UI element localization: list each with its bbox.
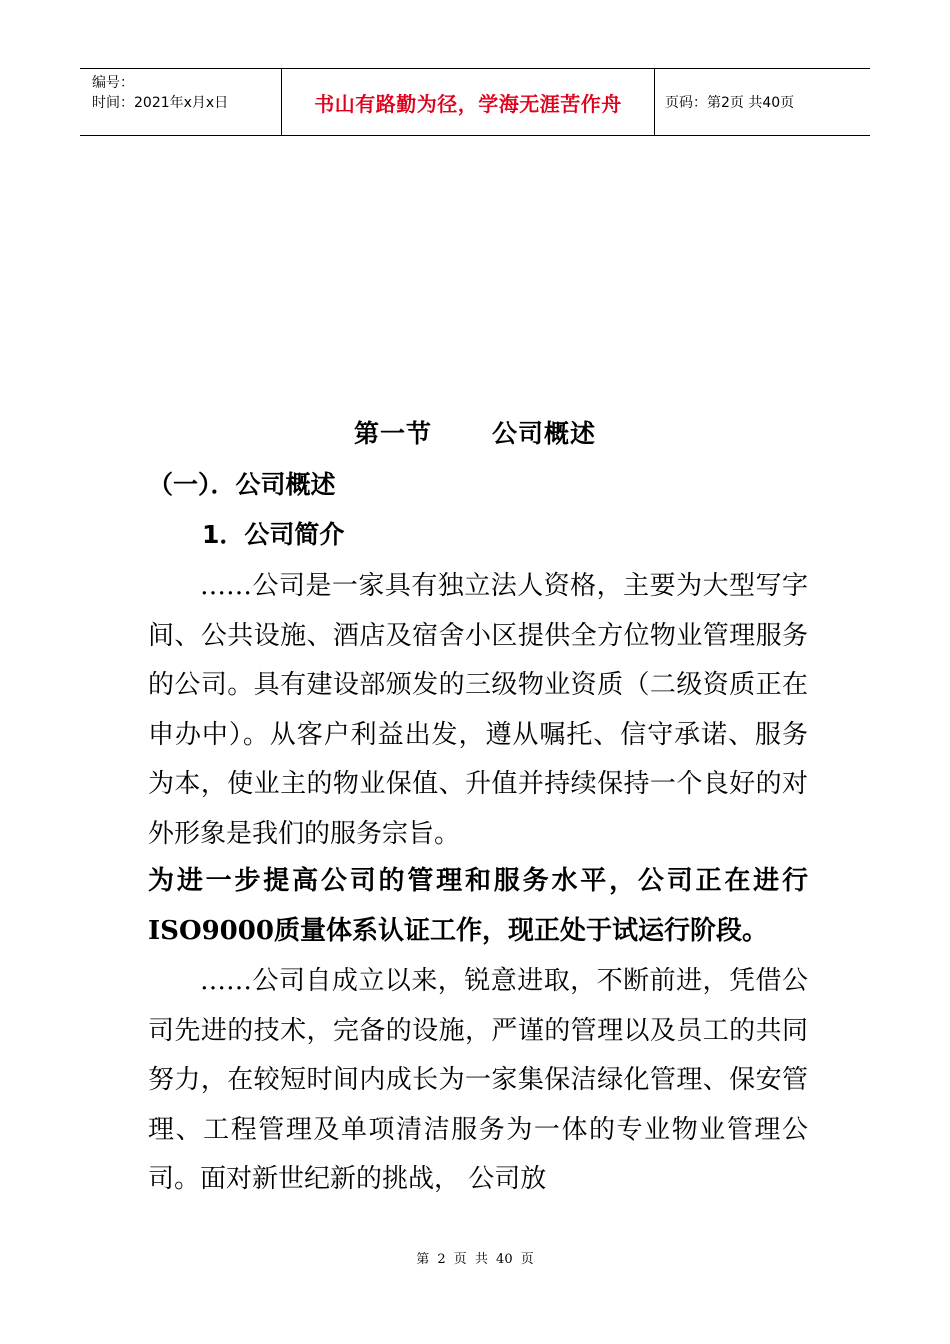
paragraph-iso-certification: 为进一步提高公司的管理和服务水平，公司正在进行ISO9000质量体系认证工作，现正处于试运行阶段。 bbox=[148, 866, 808, 946]
heading-level-1: （一）．公司概述 bbox=[148, 470, 336, 499]
document-time-label: 时间：2021年x月x日 bbox=[92, 95, 229, 111]
header-motto-cell bbox=[282, 69, 655, 135]
paragraph-company-profile: ……公司是一家具有独立法人资格，主要为大型写字间、公共设施、酒店及宿舍小区提供全方位物业管理服务的公司。具有建设部颁发的三级物业资质（二级资质正在申办中）。从客户利益出发，遵从嘱托、信守承诺、服务为本，使业主的物业保值、升值并持续保持一个良好的对外形象是我们的服务宗旨。 bbox=[148, 571, 808, 849]
header-motto: 书山有路勤为径，学海无涯苦作舟 bbox=[314, 91, 622, 116]
section-title bbox=[0, 414, 950, 450]
header-page-cell bbox=[655, 69, 870, 135]
document-header bbox=[80, 68, 870, 136]
section-title-text: 公司概述 bbox=[492, 419, 597, 448]
document-number-label: 编号： bbox=[92, 75, 134, 91]
heading-level-2: 1．公司简介 bbox=[202, 520, 345, 549]
page-footer: 第 2 页 共 40 页 bbox=[416, 1252, 534, 1267]
paragraph-company-growth: ……公司自成立以来，锐意进取，不断前进，凭借公司先进的技术，完备的设施，严谨的管理以及员工的共同努力，在较短时间内成长为一家集保洁绿化管理、保安管理、工程管理及单项清洁服务为一体的专业物业管理公司。面对新世纪新的挑战， 公司放 bbox=[148, 966, 808, 1195]
section-title-number: 第一节 bbox=[353, 419, 432, 448]
header-meta-cell bbox=[80, 69, 282, 135]
header-page-info: 页码：第2页 共40页 bbox=[665, 95, 795, 111]
